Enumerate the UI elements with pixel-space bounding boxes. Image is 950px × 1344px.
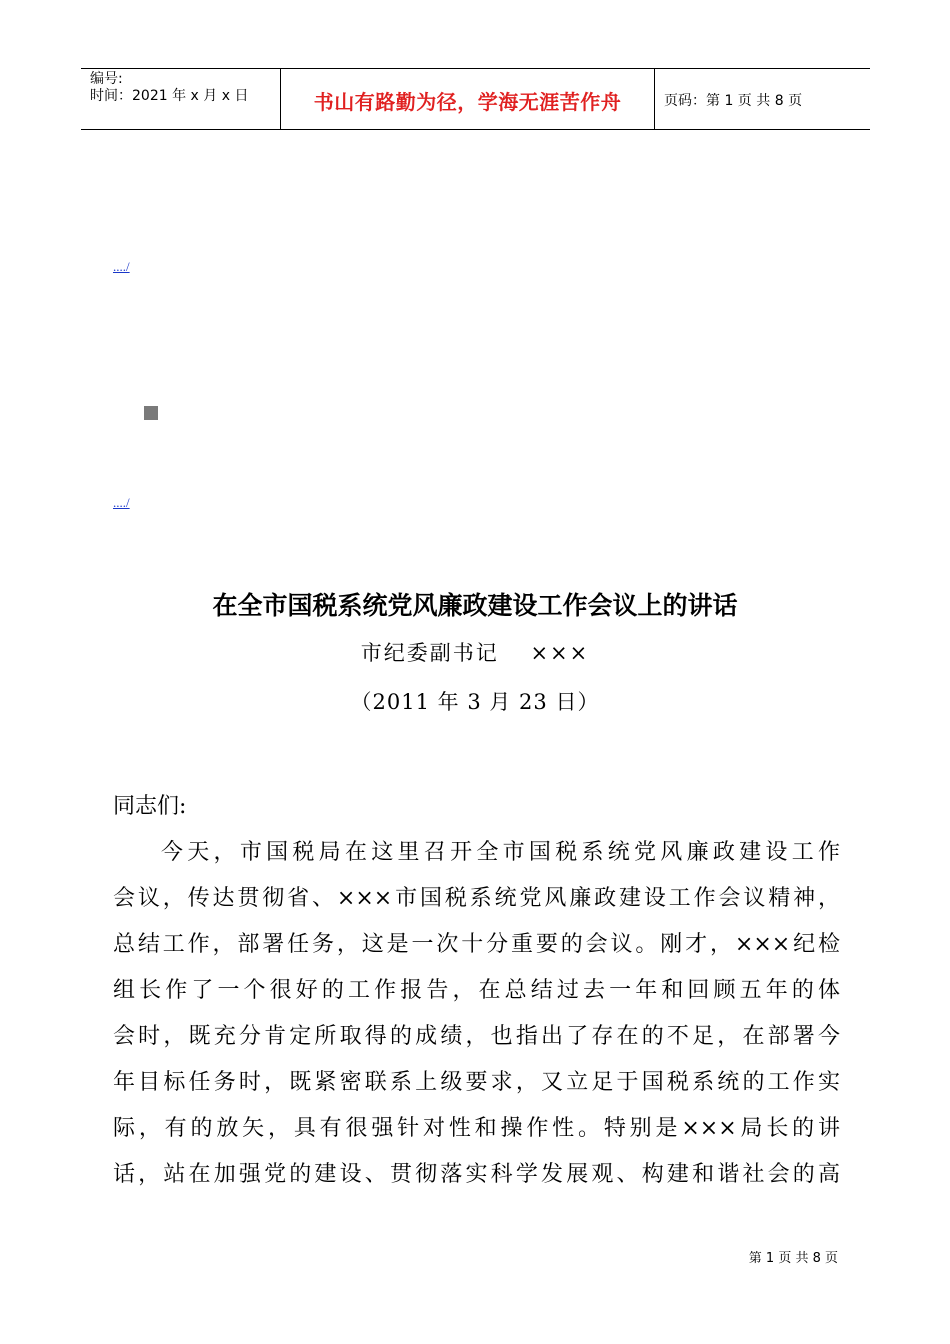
paragraph-line: 际，有的放矢，具有很强针对性和操作性。特别是×××局长的讲 xyxy=(113,1116,840,1141)
document-header xyxy=(81,68,870,130)
paragraph-line: 会时，既充分肯定所取得的成绩，也指出了存在的不足，在部署今 xyxy=(113,1024,840,1049)
header-motto-cell xyxy=(281,69,655,129)
document-title: 在全市国税系统党风廉政建设工作会议上的讲话 xyxy=(212,591,738,620)
paragraph-line: 年目标任务时，既紧密联系上级要求，又立足于国税系统的工作实 xyxy=(113,1070,840,1095)
square-bullet-icon xyxy=(144,406,158,420)
document-date: （2011 年 3 月 23 日） xyxy=(350,690,600,714)
header-page-info: 页码：第 1 页 共 8 页 xyxy=(664,93,803,109)
document-time-label: 时间：2021 年 x 月 x 日 xyxy=(90,88,249,104)
paragraph-line: 组长作了一个很好的工作报告，在总结过去一年和回顾五年的体 xyxy=(113,978,840,1003)
paragraph-line: 今天，市国税局在这里召开全市国税系统党风廉政建设工作 xyxy=(161,840,840,865)
header-meta-cell xyxy=(81,69,281,129)
salutation: 同志们: xyxy=(113,794,187,819)
footer-page-info: 第 1 页 共 8 页 xyxy=(748,1251,838,1266)
hyperlink-1[interactable]: ..../ xyxy=(113,259,130,274)
paragraph-line: 总结工作，部署任务，这是一次十分重要的会议。刚才，×××纪检 xyxy=(113,932,840,957)
header-page-cell xyxy=(655,69,870,129)
body-paragraph xyxy=(113,830,840,1198)
document-author: 市纪委副书记 ××× xyxy=(360,641,590,665)
paragraph-line: 话，站在加强党的建设、贯彻落实科学发展观、构建和谐社会的高 xyxy=(113,1162,840,1187)
document-number-label: 编号: xyxy=(90,71,123,87)
hyperlink-2[interactable]: ..../ xyxy=(113,495,130,510)
paragraph-line: 会议，传达贯彻省、×××市国税系统党风廉政建设工作会议精神， xyxy=(113,886,840,911)
header-motto: 书山有路勤为径，学海无涯苦作舟 xyxy=(313,90,622,114)
